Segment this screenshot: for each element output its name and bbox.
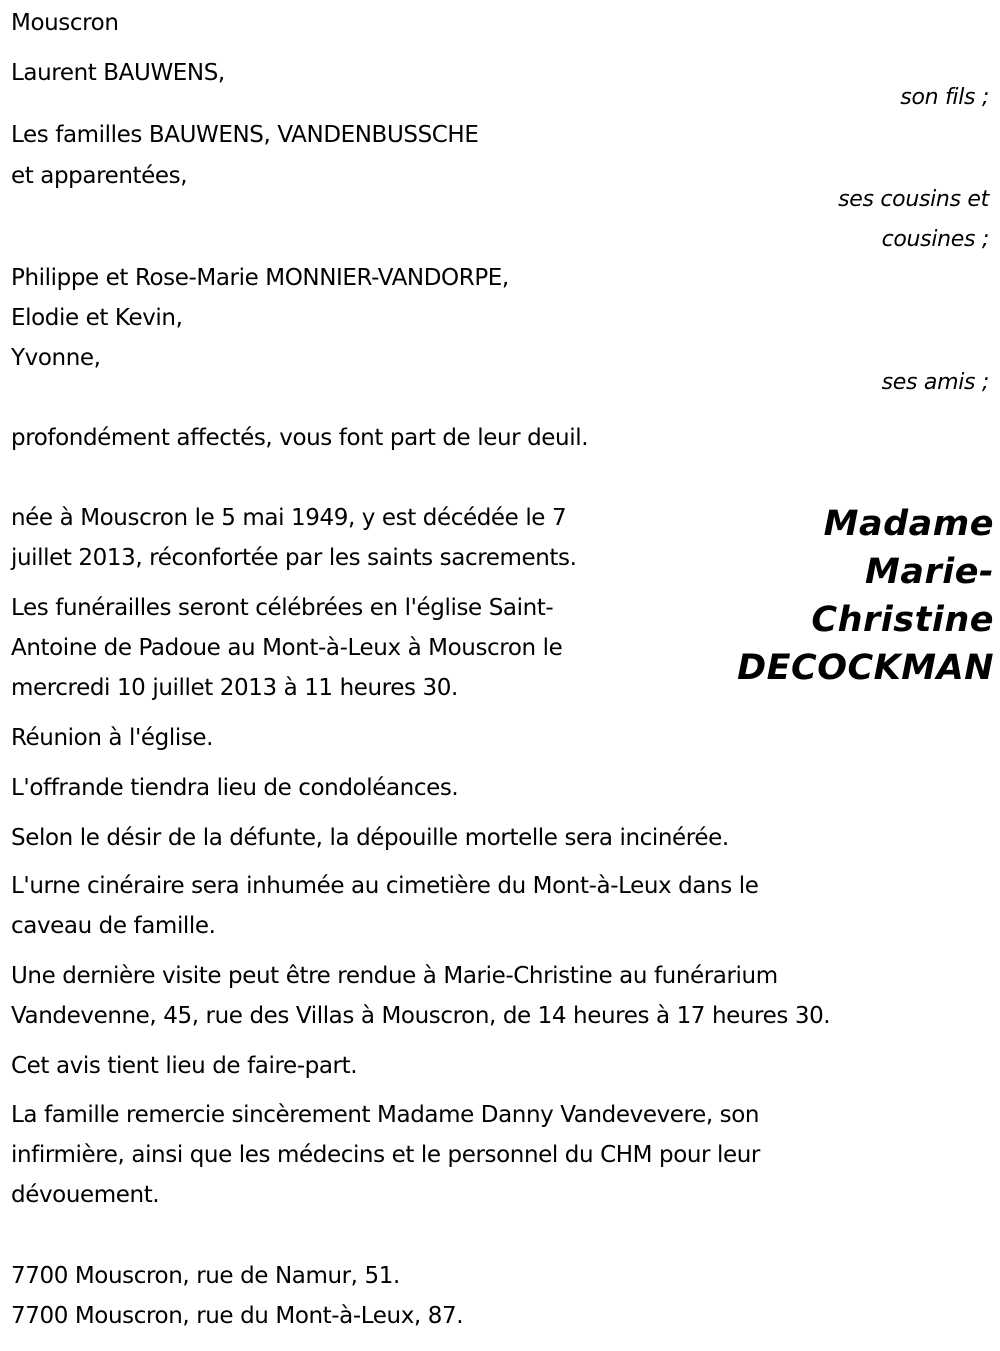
deceased-name xyxy=(694,500,994,692)
family-cousins-line-1: Les familles BAUWENS, VANDENBUSSCHE xyxy=(11,122,479,148)
deceased-name-line-2: Marie- xyxy=(865,552,994,592)
family-son-name: Laurent BAUWENS, xyxy=(11,60,225,86)
relation-friends: ses amis ; xyxy=(881,370,989,395)
thanks-line-3: dévouement. xyxy=(11,1182,160,1208)
thanks-line-2: infirmière, ainsi que les médecins et le personnel du CHM pour leur xyxy=(11,1142,760,1168)
thanks-line-1: La famille remercie sincèrement Madame Danny Vandevevere, son xyxy=(11,1102,760,1128)
relation-cousins-line-1: ses cousins et xyxy=(838,187,989,212)
meeting: Réunion à l'église. xyxy=(11,725,214,751)
funeral-line-1: Les funérailles seront célébrées en l'église Saint- xyxy=(11,595,554,621)
urn-line-2: caveau de famille. xyxy=(11,913,216,939)
deceased-name-line-3: Christine xyxy=(811,600,994,640)
deceased-name-line-1: Madame xyxy=(823,504,994,544)
family-friends-line-1: Philippe et Rose-Marie MONNIER-VANDORPE, xyxy=(11,265,509,291)
deceased-name-line-4: DECOCKMAN xyxy=(737,648,994,688)
birth-death-line-2: juillet 2013, réconfortée par les saints sacrements. xyxy=(11,545,577,571)
notice: Cet avis tient lieu de faire-part. xyxy=(11,1053,358,1079)
family-cousins-line-2: et apparentées, xyxy=(11,163,188,189)
address-2: 7700 Mouscron, rue du Mont-à-Leux, 87. xyxy=(11,1303,464,1329)
visit-line-1: Une dernière visite peut être rendue à Marie-Christine au funérarium xyxy=(11,963,778,989)
relation-son: son fils ; xyxy=(900,85,989,110)
urn-line-1: L'urne cinéraire sera inhumée au cimetière du Mont-à-Leux dans le xyxy=(11,873,759,899)
funeral-line-3: mercredi 10 juillet 2013 à 11 heures 30. xyxy=(11,675,458,701)
funeral-line-2: Antoine de Padoue au Mont-à-Leux à Mouscron le xyxy=(11,635,563,661)
address-1: 7700 Mouscron, rue de Namur, 51. xyxy=(11,1263,400,1289)
offering: L'offrande tiendra lieu de condoléances. xyxy=(11,775,459,801)
relation-cousins-line-2: cousines ; xyxy=(881,227,989,252)
family-friends-line-3: Yvonne, xyxy=(11,345,101,371)
cremation: Selon le désir de la défunte, la dépouille mortelle sera incinérée. xyxy=(11,825,729,851)
announcement: profondément affectés, vous font part de leur deuil. xyxy=(11,425,589,451)
header-city: Mouscron xyxy=(11,10,119,36)
visit-line-2: Vandevenne, 45, rue des Villas à Mouscron, de 14 heures à 17 heures 30. xyxy=(11,1003,831,1029)
family-friends-line-2: Elodie et Kevin, xyxy=(11,305,183,331)
birth-death-line-1: née à Mouscron le 5 mai 1949, y est décédée le 7 xyxy=(11,505,567,531)
